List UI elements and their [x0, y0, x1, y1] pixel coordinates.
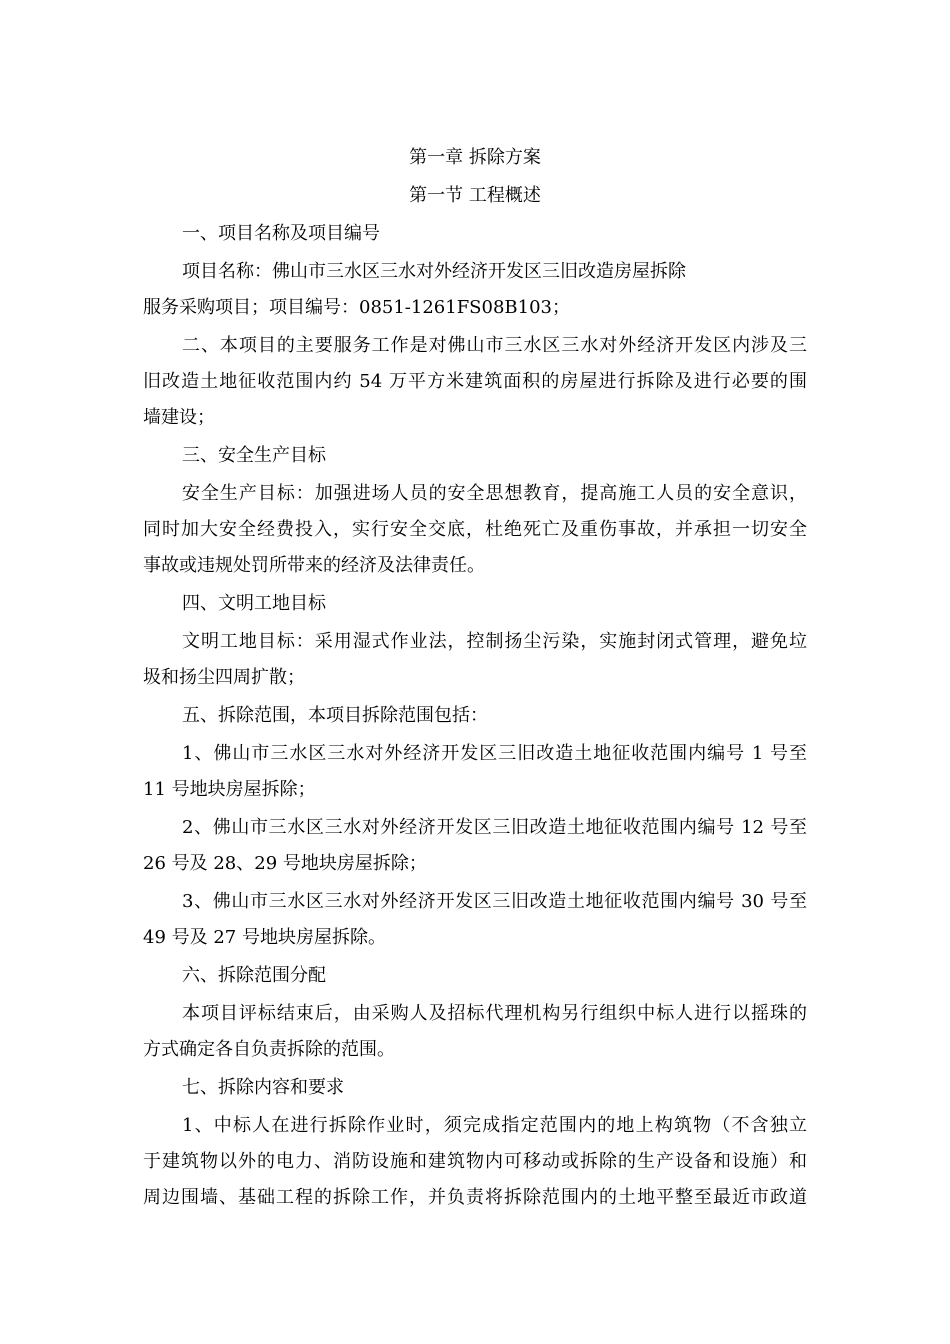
paragraph-line: 49 号及 27 号地块房屋拆除。 — [143, 927, 386, 948]
paragraph-line: 墙建设； — [143, 407, 215, 428]
heading-safety-goal: 三、安全生产目标 — [182, 445, 326, 466]
heading-scope-allocation: 六、拆除范围分配 — [182, 965, 326, 986]
paragraph-line: 旧改造土地征收范围内约 54 万平方米建筑面积的房屋进行拆除及进行必要的围 — [143, 371, 807, 392]
paragraph-line: 安全生产目标：加强进场人员的安全思想教育，提高施工人员的安全意识， — [182, 483, 807, 504]
paragraph-line: 事故或违规处罚所带来的经济及法律责任。 — [143, 555, 485, 576]
paragraph-line: 周边围墙、基础工程的拆除工作，并负责将拆除范围内的土地平整至最近市政道 — [143, 1187, 807, 1208]
paragraph-line: 于建筑物以外的电力、消防设施和建筑物内可移动或拆除的生产设备和设施）和 — [143, 1151, 807, 1172]
heading-demolition-scope: 五、拆除范围，本项目拆除范围包括： — [182, 705, 488, 726]
paragraph-line: 1、佛山市三水区三水对外经济开发区三旧改造土地征收范围内编号 1 号至 — [182, 743, 807, 764]
paragraph-line: 3、佛山市三水区三水对外经济开发区三旧改造土地征收范围内编号 30 号至 — [182, 891, 807, 912]
chapter-title: 第一章 拆除方案 — [409, 147, 541, 168]
paragraph-line: 二、本项目的主要服务工作是对佛山市三水区三水对外经济开发区内涉及三 — [182, 335, 807, 356]
paragraph-line: 11 号地块房屋拆除； — [143, 779, 316, 800]
paragraph-line: 服务采购项目；项目编号：0851-1261FS08B103； — [143, 297, 571, 318]
paragraph-line: 同时加大安全经费投入，实行安全交底，杜绝死亡及重伤事故，并承担一切安全 — [143, 519, 807, 540]
paragraph-line: 圾和扬尘四周扩散； — [143, 667, 305, 688]
paragraph-line: 方式确定各自负责拆除的范围。 — [143, 1039, 395, 1060]
paragraph-line: 1、中标人在进行拆除作业时，须完成指定范围内的地上构筑物（不含独立 — [182, 1115, 807, 1136]
paragraph-line: 2、佛山市三水区三水对外经济开发区三旧改造土地征收范围内编号 12 号至 — [182, 817, 807, 838]
paragraph-line: 文明工地目标：采用湿式作业法，控制扬尘污染，实施封闭式管理，避免垃 — [182, 631, 807, 652]
heading-project-name: 一、项目名称及项目编号 — [182, 223, 380, 244]
section-title: 第一节 工程概述 — [409, 185, 541, 206]
heading-civilized-site-goal: 四、文明工地目标 — [182, 593, 326, 614]
paragraph-line: 项目名称：佛山市三水区三水对外经济开发区三旧改造房屋拆除 — [182, 261, 686, 282]
heading-demolition-requirements: 七、拆除内容和要求 — [182, 1077, 344, 1098]
paragraph-line: 26 号及 28、29 号地块房屋拆除； — [143, 853, 427, 874]
paragraph-line: 本项目评标结束后，由采购人及招标代理机构另行组织中标人进行以摇珠的 — [182, 1003, 807, 1024]
